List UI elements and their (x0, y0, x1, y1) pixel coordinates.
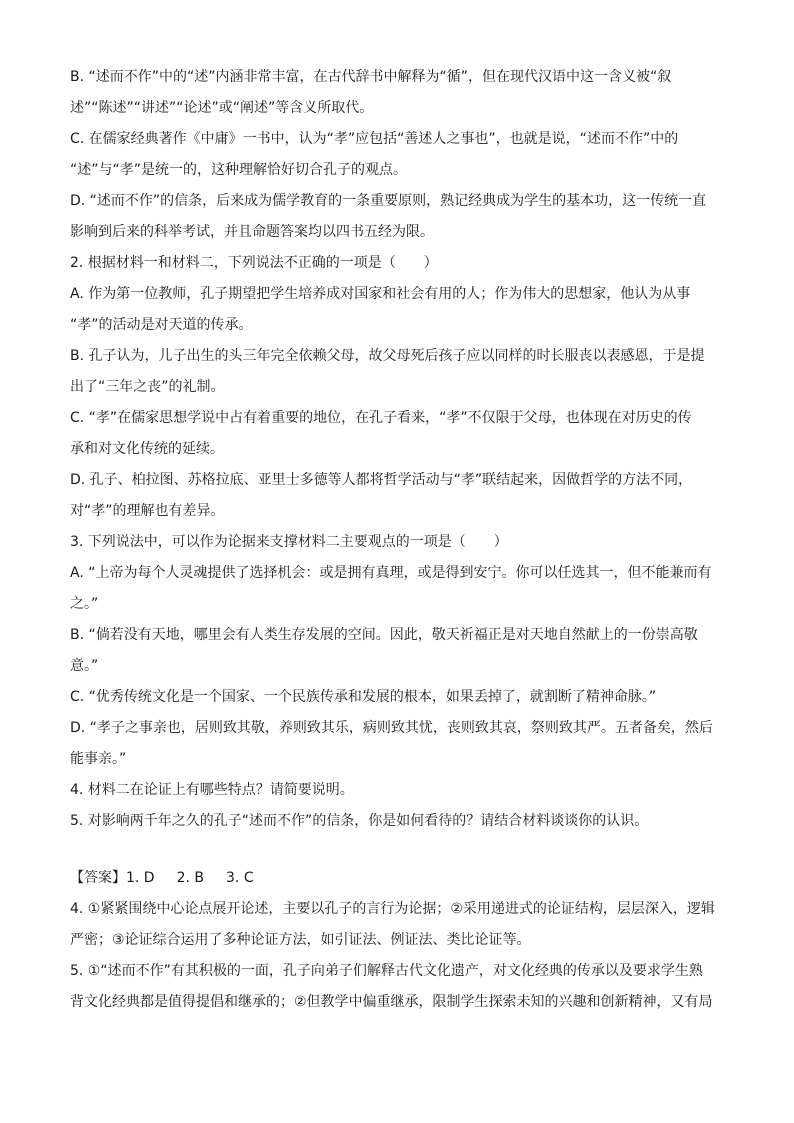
q3-option-c (70, 682, 724, 713)
text-line: C. 在儒家经典著作《中庸》一书中，认为“孝”应包括“善述人之事也”，也就是说，“述而不作”中的 (70, 131, 679, 147)
text-line: D. “述而不作”的信条，后来成为儒学教育的一条重要原则，熟记经典成为学生的基本功，这一传统一直 (70, 193, 707, 209)
text-line: B. “述而不作”中的“述”内涵非常丰富，在古代辞书中解释为“循”，但在现代汉语中这一含义被“叙 (70, 69, 672, 85)
text-line: D. 孔子、柏拉图、苏格拉底、亚里士多德等人都将哲学活动与“孝”联结起来，因做哲学的方法不同， (70, 472, 693, 488)
q3-option-d (70, 713, 724, 775)
text-line: 严密；③论证综合运用了多种论证方法，如引证法、例证法、类比论证等。 (70, 932, 531, 948)
answer-line (70, 863, 724, 894)
answer-3: 3. C (226, 870, 254, 886)
text-line: 能事亲。” (70, 751, 127, 767)
q1-option-b (70, 62, 724, 124)
text-line: D. “孝子之事亲也，居则致其敬，养则致其乐，病则致其忧，丧则致其哀，祭则致其严。五者备矣，然后 (70, 720, 713, 736)
text-line: C. “优秀传统文化是一个国家、一个民族传承和发展的根本，如果丢掉了，就割断了精神命脉。” (70, 689, 657, 705)
answer-4 (70, 894, 724, 956)
answer-1: 1. D (126, 870, 155, 886)
answer-tag: 【答案】 (70, 870, 126, 886)
text-line: 4. ①紧紧围绕中心论点展开论述，主要以孔子的言行为论据；②采用递进式的论证结构，层层深入，逻辑 (70, 901, 715, 917)
question-4: 4. 材料二在论证上有哪些特点？请简要说明。 (70, 782, 354, 798)
q2-option-b (70, 341, 724, 403)
q2-option-a (70, 279, 724, 341)
question-5: 5. 对影响两千年之久的孔子“述而不作”的信条，你是如何看待的？请结合材料谈谈你的认识。 (70, 813, 649, 829)
text-line: 背文化经典都是值得提倡和继承的；②但教学中偏重继承，限制学生探索未知的兴趣和创新精神，又有局 (70, 994, 713, 1010)
text-line: B. “倘若没有天地，哪里会有人类生存发展的空间。因此，敬天祈福正是对天地自然献上的一份崇高敬 (70, 627, 698, 643)
text-line: 述”“陈述”“讲述”“论述”或“阐述”等含义所取代。 (70, 100, 374, 116)
text-line: 之。” (70, 596, 99, 612)
q1-option-c (70, 124, 724, 186)
answer-2: 2. B (176, 870, 205, 886)
text-line: 意。” (70, 658, 99, 674)
q3-option-a (70, 558, 724, 620)
text-line: A. 作为第一位教师，孔子期望把学生培养成对国家和社会有用的人；作为伟大的思想家，他认为从事 (70, 286, 691, 302)
text-line: “述”与“孝”是统一的，这种理解恰好切合孔子的观点。 (70, 162, 408, 178)
text-line: 5. ①“述而不作”有其积极的一面，孔子向弟子们解释古代文化遗产，对文化经典的传承以及要求学生熟 (70, 963, 703, 979)
text-line: 出了“三年之丧”的礼制。 (70, 379, 225, 395)
q1-option-d (70, 186, 724, 248)
spacer (70, 837, 724, 863)
text-line: C. “孝”在儒家思想学说中占有着重要的地位，在孔子看来，“孝”不仅限于父母，也体现在对历史的传 (70, 410, 692, 426)
text-line: A. “上帝为每个人灵魂提供了选择机会：或是拥有真理，或是得到安宁。你可以任选其一，但不能兼而有 (70, 565, 712, 581)
text-line: “孝”的活动是对天道的传承。 (70, 317, 253, 333)
question-2-stem: 2. 根据材料一和材料二，下列说法不正确的一项是（ ） (70, 255, 438, 271)
text-line: 影响到后来的科举考试，并且命题答案均以四书五经为限。 (70, 224, 434, 240)
q2-option-c (70, 403, 724, 465)
text-line: 承和对文化传统的延续。 (70, 441, 224, 457)
answer-5 (70, 956, 724, 1018)
text-line: B. 孔子认为，儿子出生的头三年完全依赖父母，故父母死后孩子应以同样的时长服丧以表感恩，于是提 (70, 348, 705, 364)
question-3-stem: 3. 下列说法中，可以作为论据来支撑材料二主要观点的一项是（ ） (70, 534, 508, 550)
q2-option-d (70, 465, 724, 527)
q3-option-b (70, 620, 724, 682)
text-line: 对“孝”的理解也有差异。 (70, 503, 225, 519)
